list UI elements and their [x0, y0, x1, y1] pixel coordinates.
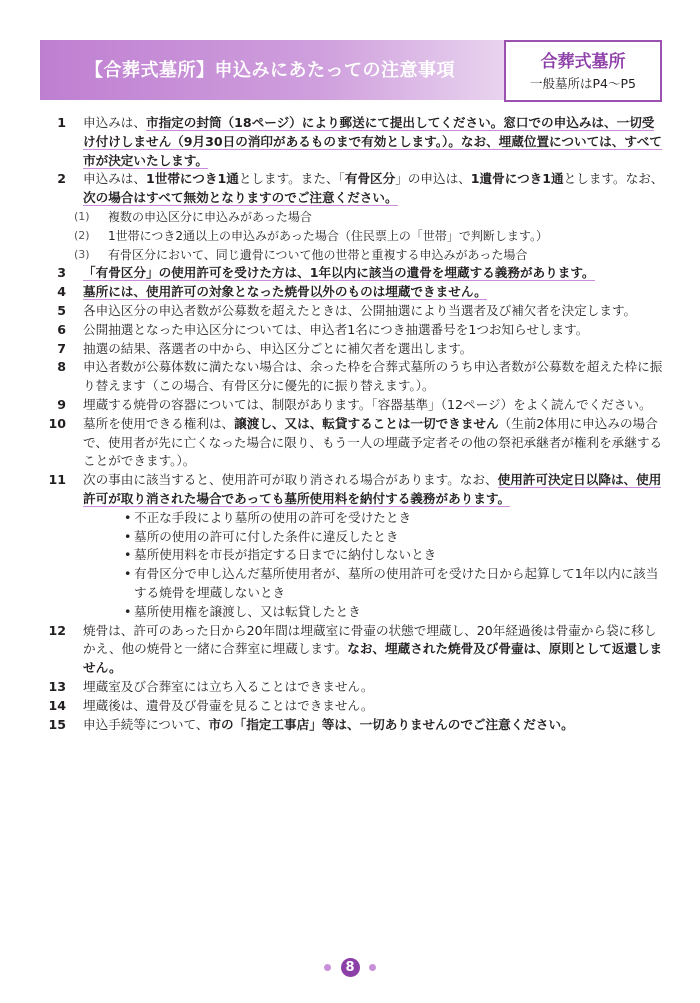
notice-list	[40, 114, 665, 734]
notice-emphasis: 市指定の封筒（18ページ）により郵送にて提出してください。窓口での申込みは、一切受け付けしません（9月30日の消印があるものまで有効とします。）。なお、埋蔵位置については、すべて市が決定いたします。	[83, 115, 662, 168]
section-label-box	[504, 40, 662, 102]
notice-sub-item-text: 複数の申込区分に申込みがあった場合	[108, 209, 312, 224]
notice-text: 墓所を使用できる権利は、	[83, 415, 235, 431]
notice-text: 申込手続等について、	[83, 716, 209, 732]
notice-item-number: 3	[57, 265, 66, 281]
notice-sub-item-number: (1)	[74, 209, 90, 223]
bullet-icon: •	[124, 528, 132, 544]
notice-emphasis: 次の場合はすべて無効となりますのでご注意ください。	[83, 190, 398, 206]
notice-item	[40, 415, 665, 471]
notice-sub-item	[40, 208, 665, 227]
notice-item	[40, 264, 665, 283]
notice-bullet-text: 墓所の使用の許可に付した条件に違反したとき	[134, 528, 399, 544]
section-label-subtitle: 一般墓所はP4～P5	[530, 76, 636, 91]
notice-text: 公開抽選となった申込区分については、申込者1名につき抽選番号を1つお知らせします。	[83, 321, 589, 337]
notice-emphasis: 譲渡し、又は、転貸することは一切できません	[234, 415, 499, 431]
notice-item-number: 4	[57, 284, 66, 300]
notice-text: （生前2体用に申込みの場合で、使用者が先に亡くなった場合に限り、もう一人の埋蔵予定者その他の祭祀承継者が権利を承継することができます。）。	[83, 415, 663, 469]
notice-item	[40, 302, 665, 321]
notice-text: 各申込区分の申込者数が公募数を超えたときは、公開抽選により当選者及び補欠者を決定します。	[83, 302, 637, 318]
notice-emphasis: 使用許可決定日以降は、使用許可が取り消された場合であっても墓所使用料を納付する義務があります。	[83, 472, 662, 506]
notice-item-number: 5	[57, 302, 66, 318]
notice-item	[40, 283, 665, 302]
notice-text: 申込みは、	[83, 171, 146, 187]
notice-text: とします。なお、	[563, 171, 664, 187]
notice-sub-item-number: (2)	[74, 228, 90, 242]
notice-bullet-text: 墓所使用料を市長が指定する日までに納付しないとき	[134, 547, 437, 563]
notice-emphasis: 有骨区分	[344, 171, 396, 187]
notice-item	[40, 678, 665, 697]
notice-item	[40, 396, 665, 415]
notice-item	[40, 170, 665, 208]
notice-text: とします。また、「	[238, 171, 345, 187]
notice-item-number: 10	[48, 415, 66, 431]
notice-item-number: 12	[48, 622, 66, 638]
notice-bullet-item	[40, 509, 665, 528]
page-number: 8	[341, 958, 360, 977]
notice-emphasis: なお、埋蔵された焼骨及び骨壷は、原則として返還しません。	[83, 641, 663, 676]
notice-text: 埋蔵後は、遺骨及び骨壷を見ることはできません。	[83, 697, 374, 713]
notice-text: 抽選の結果、落選者の中から、申込区分ごとに補欠者を選出します。	[83, 340, 473, 356]
notice-item-number: 11	[48, 472, 66, 488]
notice-item	[40, 471, 665, 509]
page-title: 【合葬式墓所】申込みにあたっての注意事項	[85, 60, 455, 81]
notice-item	[40, 716, 665, 735]
bullet-icon: •	[124, 603, 132, 619]
page-footer	[0, 957, 700, 977]
notice-bullet-item	[40, 603, 665, 622]
notice-item	[40, 622, 665, 678]
notice-text: 埋蔵する焼骨の容器については、制限があります。「容器基準」（12ページ）をよく読んでください。	[83, 396, 652, 412]
notice-sub-item	[40, 227, 665, 246]
notice-text: 」の申込は、	[395, 171, 471, 187]
notice-sub-item	[40, 246, 665, 265]
notice-sub-item-text: 1世帯につき2通以上の申込みがあった場合（住民票上の「世帯」で判断します。）	[108, 228, 548, 243]
notice-item-number: 7	[57, 340, 66, 356]
bullet-icon: •	[124, 566, 132, 582]
notice-item-number: 6	[57, 321, 66, 337]
notice-bullet-text: 不正な手段により墓所の使用の許可を受けたとき	[134, 509, 412, 525]
notice-item-number: 9	[57, 396, 66, 412]
bullet-icon: •	[124, 509, 132, 525]
footer-dot-right	[369, 964, 376, 971]
notice-item	[40, 358, 665, 396]
notice-emphasis: 1遺骨につき1通	[470, 171, 564, 187]
notice-item	[40, 697, 665, 716]
notice-bullet-item	[40, 546, 665, 565]
notice-emphasis: 「有骨区分」の使用許可を受けた方は、1年以内に該当の遺骨を埋蔵する義務があります。	[83, 265, 595, 281]
notice-item	[40, 340, 665, 359]
notice-item-number: 2	[57, 171, 66, 187]
notice-sub-item-text: 有骨区分において、同じ遺骨について他の世帯と重複する申込みがあった場合	[108, 247, 528, 262]
notice-item	[40, 321, 665, 340]
bullet-icon: •	[124, 547, 132, 563]
notice-item-number: 8	[57, 359, 66, 375]
section-label-title: 合葬式墓所	[540, 52, 626, 72]
notice-bullet-text: 墓所使用権を譲渡し、又は転貸したとき	[134, 603, 361, 619]
page-header	[40, 40, 662, 105]
notice-sub-item-number: (3)	[74, 247, 90, 261]
notice-emphasis: 市の「指定工事店」等は、一切ありませんのでご注意ください。	[208, 716, 574, 732]
notice-text: 申込みは、	[83, 115, 146, 130]
notice-bullet-item	[40, 565, 665, 603]
notice-item	[40, 114, 665, 170]
notice-text: 焼骨は、許可のあった日から20年間は埋蔵室に骨壷の状態で埋蔵し、20年経過後は骨壷から袋に移しかえ、他の焼骨と一緒に合葬室に埋蔵します。	[83, 622, 657, 657]
notice-item-number: 14	[48, 697, 66, 713]
notice-bullet-text: 有骨区分で申し込んだ墓所使用者が、墓所の使用許可を受けた日から起算して1年以内に該当する焼骨を埋蔵しないとき	[134, 566, 659, 600]
footer-dot-left	[324, 964, 331, 971]
notice-text: 申込者数が公募体数に満たない場合は、余った枠を合葬式墓所のうち申込者数が公募数を超えた枠に振り替えます（この場合、有骨区分に優先的に振り替えます。）。	[83, 359, 663, 394]
notice-text: 埋蔵室及び合葬室には立ち入ることはできません。	[83, 678, 374, 694]
notice-item-number: 1	[57, 115, 66, 130]
notice-text: 次の事由に該当すると、使用許可が取り消される場合があります。なお、	[83, 472, 498, 488]
notice-emphasis: 墓所には、使用許可の対象となった焼骨以外のものは埋蔵できません。	[83, 284, 487, 300]
notice-emphasis: 1世帯につき1通	[145, 171, 239, 187]
notice-item-number: 15	[48, 716, 66, 732]
notice-bullet-item	[40, 528, 665, 547]
notice-item-number: 13	[48, 678, 66, 694]
